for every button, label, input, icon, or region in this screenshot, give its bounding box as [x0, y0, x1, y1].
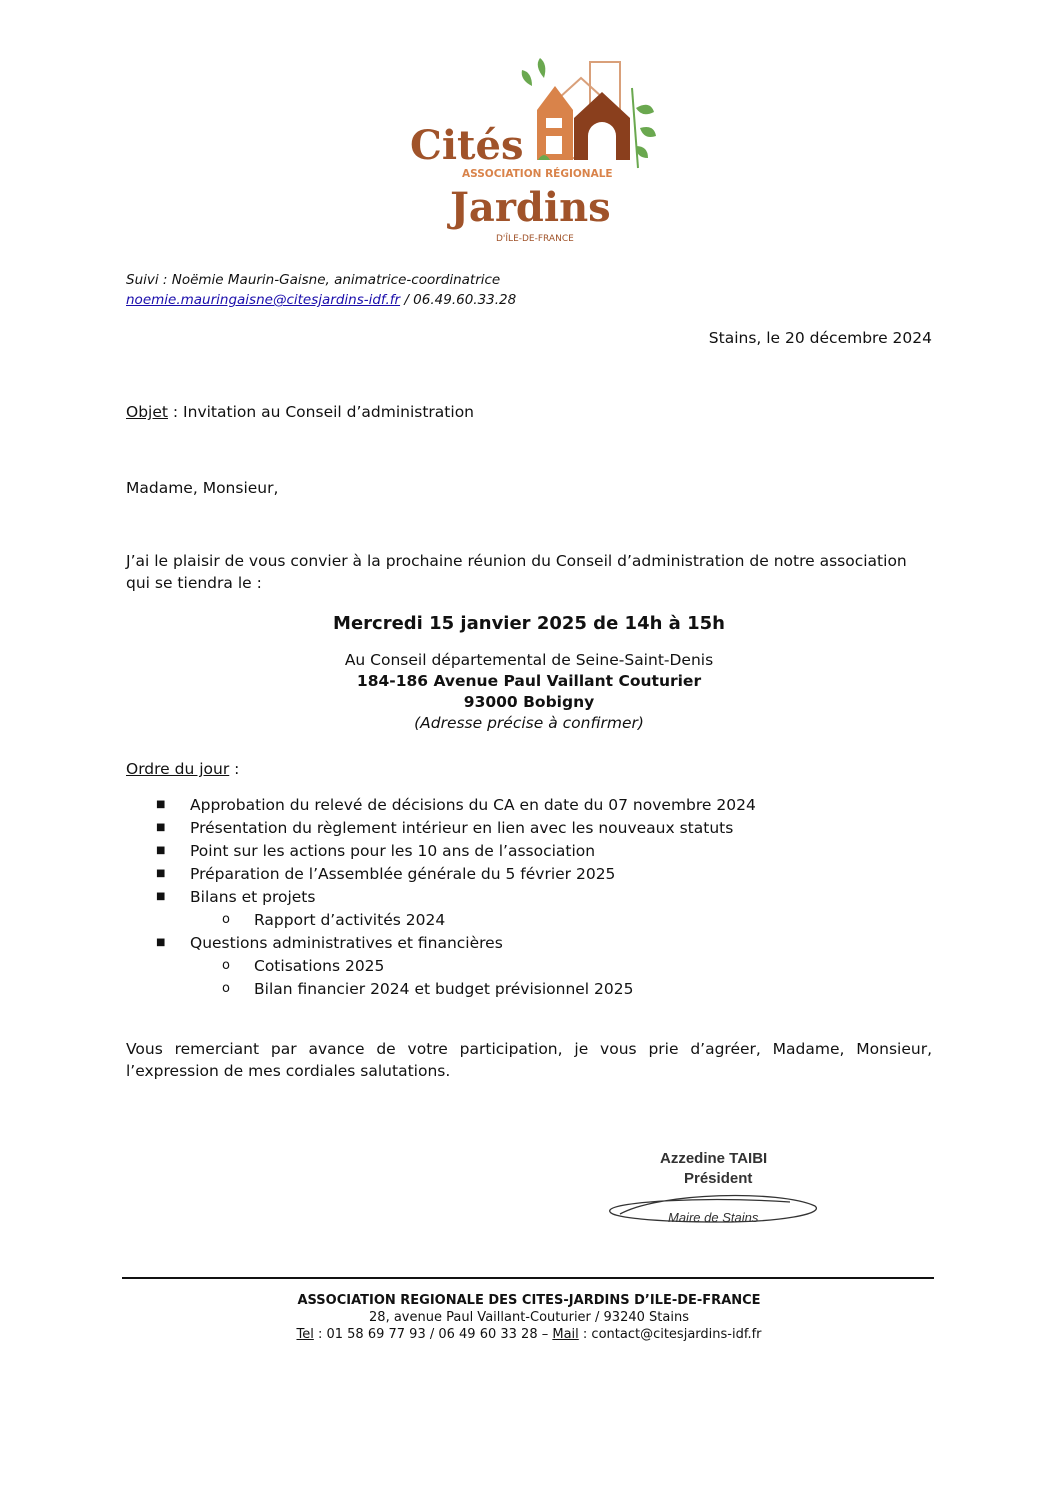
place-line-2: 184-186 Avenue Paul Vaillant Couturier [356, 672, 702, 690]
place-line-1: Au Conseil départemental de Seine-Saint-Denis [344, 651, 714, 669]
footer-contact [126, 1326, 932, 1343]
square-bullet-icon: ■ [156, 891, 166, 902]
list-item: ■ Questions administratives et financières [126, 931, 932, 954]
list-item: ■ Préparation de l’Assemblée générale du 5 février 2025 [126, 862, 932, 885]
place-line-4: (Adresse précise à confirmer) [414, 714, 644, 732]
contact-line: Suivi : Noëmie Maurin-Gaisne, animatrice-coordinatrice [126, 272, 501, 288]
logo-region: D'ÎLE-DE-FRANCE [496, 234, 574, 244]
circle-bullet-icon: o [222, 958, 230, 973]
square-bullet-icon: ■ [156, 937, 166, 948]
footer-org: ASSOCIATION REGIONALE DES CITES-JARDINS D’ILE-DE-FRANCE [297, 1293, 761, 1308]
logo-word-jardins: Jardins [450, 184, 611, 231]
agenda-label-suffix: : [229, 760, 240, 778]
subject-text: : Invitation au Conseil d’administration [167, 403, 474, 421]
agenda-list [126, 793, 932, 1000]
sub-list-item: o Rapport d’activités 2024 [222, 910, 446, 929]
circle-bullet-icon: o [222, 981, 230, 996]
agenda-heading [126, 758, 239, 780]
signature-block [600, 1148, 840, 1238]
circle-bullet-icon: o [222, 912, 230, 927]
closing-paragraph: Vous remerciant par avance de votre participation, je vous prie d’agréer, Madame, Monsieur, l’expression de mes cordiales salutations. [126, 1040, 932, 1080]
meeting-datetime: Mercredi 15 janvier 2025 de 14h à 15h [333, 613, 725, 634]
list-item: ■ Présentation du règlement intérieur en lien avec les nouveaux statuts [126, 816, 932, 839]
agenda-label: Ordre du jour [126, 760, 230, 778]
place-line-3: 93000 Bobigny [463, 693, 595, 711]
footer [126, 1292, 932, 1343]
letter-date: Stains, le 20 décembre 2024 [708, 329, 932, 347]
square-bullet-icon: ■ [156, 845, 166, 856]
footer-divider [122, 1277, 934, 1279]
logo-word-cites: Cités [410, 122, 524, 169]
meeting-place [126, 650, 932, 734]
square-bullet-icon: ■ [156, 799, 166, 810]
list-item: ■ Point sur les actions pour les 10 ans de l’association [126, 839, 932, 862]
stamp-text: Maire de Stains [668, 1210, 759, 1225]
square-bullet-icon: ■ [156, 822, 166, 833]
signer-title: Président [684, 1170, 753, 1187]
letter-subject [126, 401, 474, 423]
mail-value: : contact@citesjardins-idf.fr [578, 1327, 762, 1342]
mail-label: Mail [552, 1327, 579, 1342]
contact-phone: / 06.49.60.33.28 [400, 292, 517, 308]
list-item: ■ Bilans et projets [126, 885, 932, 908]
footer-address: 28, avenue Paul Vaillant-Couturier / 93240 Stains [369, 1310, 689, 1325]
logo-subtitle: ASSOCIATION RÉGIONALE [462, 168, 613, 180]
tel-value: : 01 58 69 77 93 / 06 49 60 33 28 – [313, 1327, 553, 1342]
contact-email-link[interactable]: noemie.mauringaisne@citesjardins-idf.fr [126, 292, 401, 308]
sub-list-item: o Bilan financier 2024 et budget prévisionnel 2025 [222, 979, 634, 998]
list-item: ■ Approbation du relevé de décisions du CA en date du 07 novembre 2024 [126, 793, 932, 816]
association-logo [404, 48, 674, 258]
salutation: Madame, Monsieur, [126, 479, 279, 497]
signer-name: Azzedine TAIBI [660, 1150, 768, 1167]
intro-paragraph: J’ai le plaisir de vous convier à la prochaine réunion du Conseil d’administration de notre association qui se tiendra le : [126, 552, 907, 592]
subject-label: Objet [126, 403, 168, 421]
sub-list-item: o Cotisations 2025 [222, 956, 385, 975]
square-bullet-icon: ■ [156, 868, 166, 879]
tel-label: Tel [296, 1327, 314, 1342]
contact-block [126, 270, 516, 310]
